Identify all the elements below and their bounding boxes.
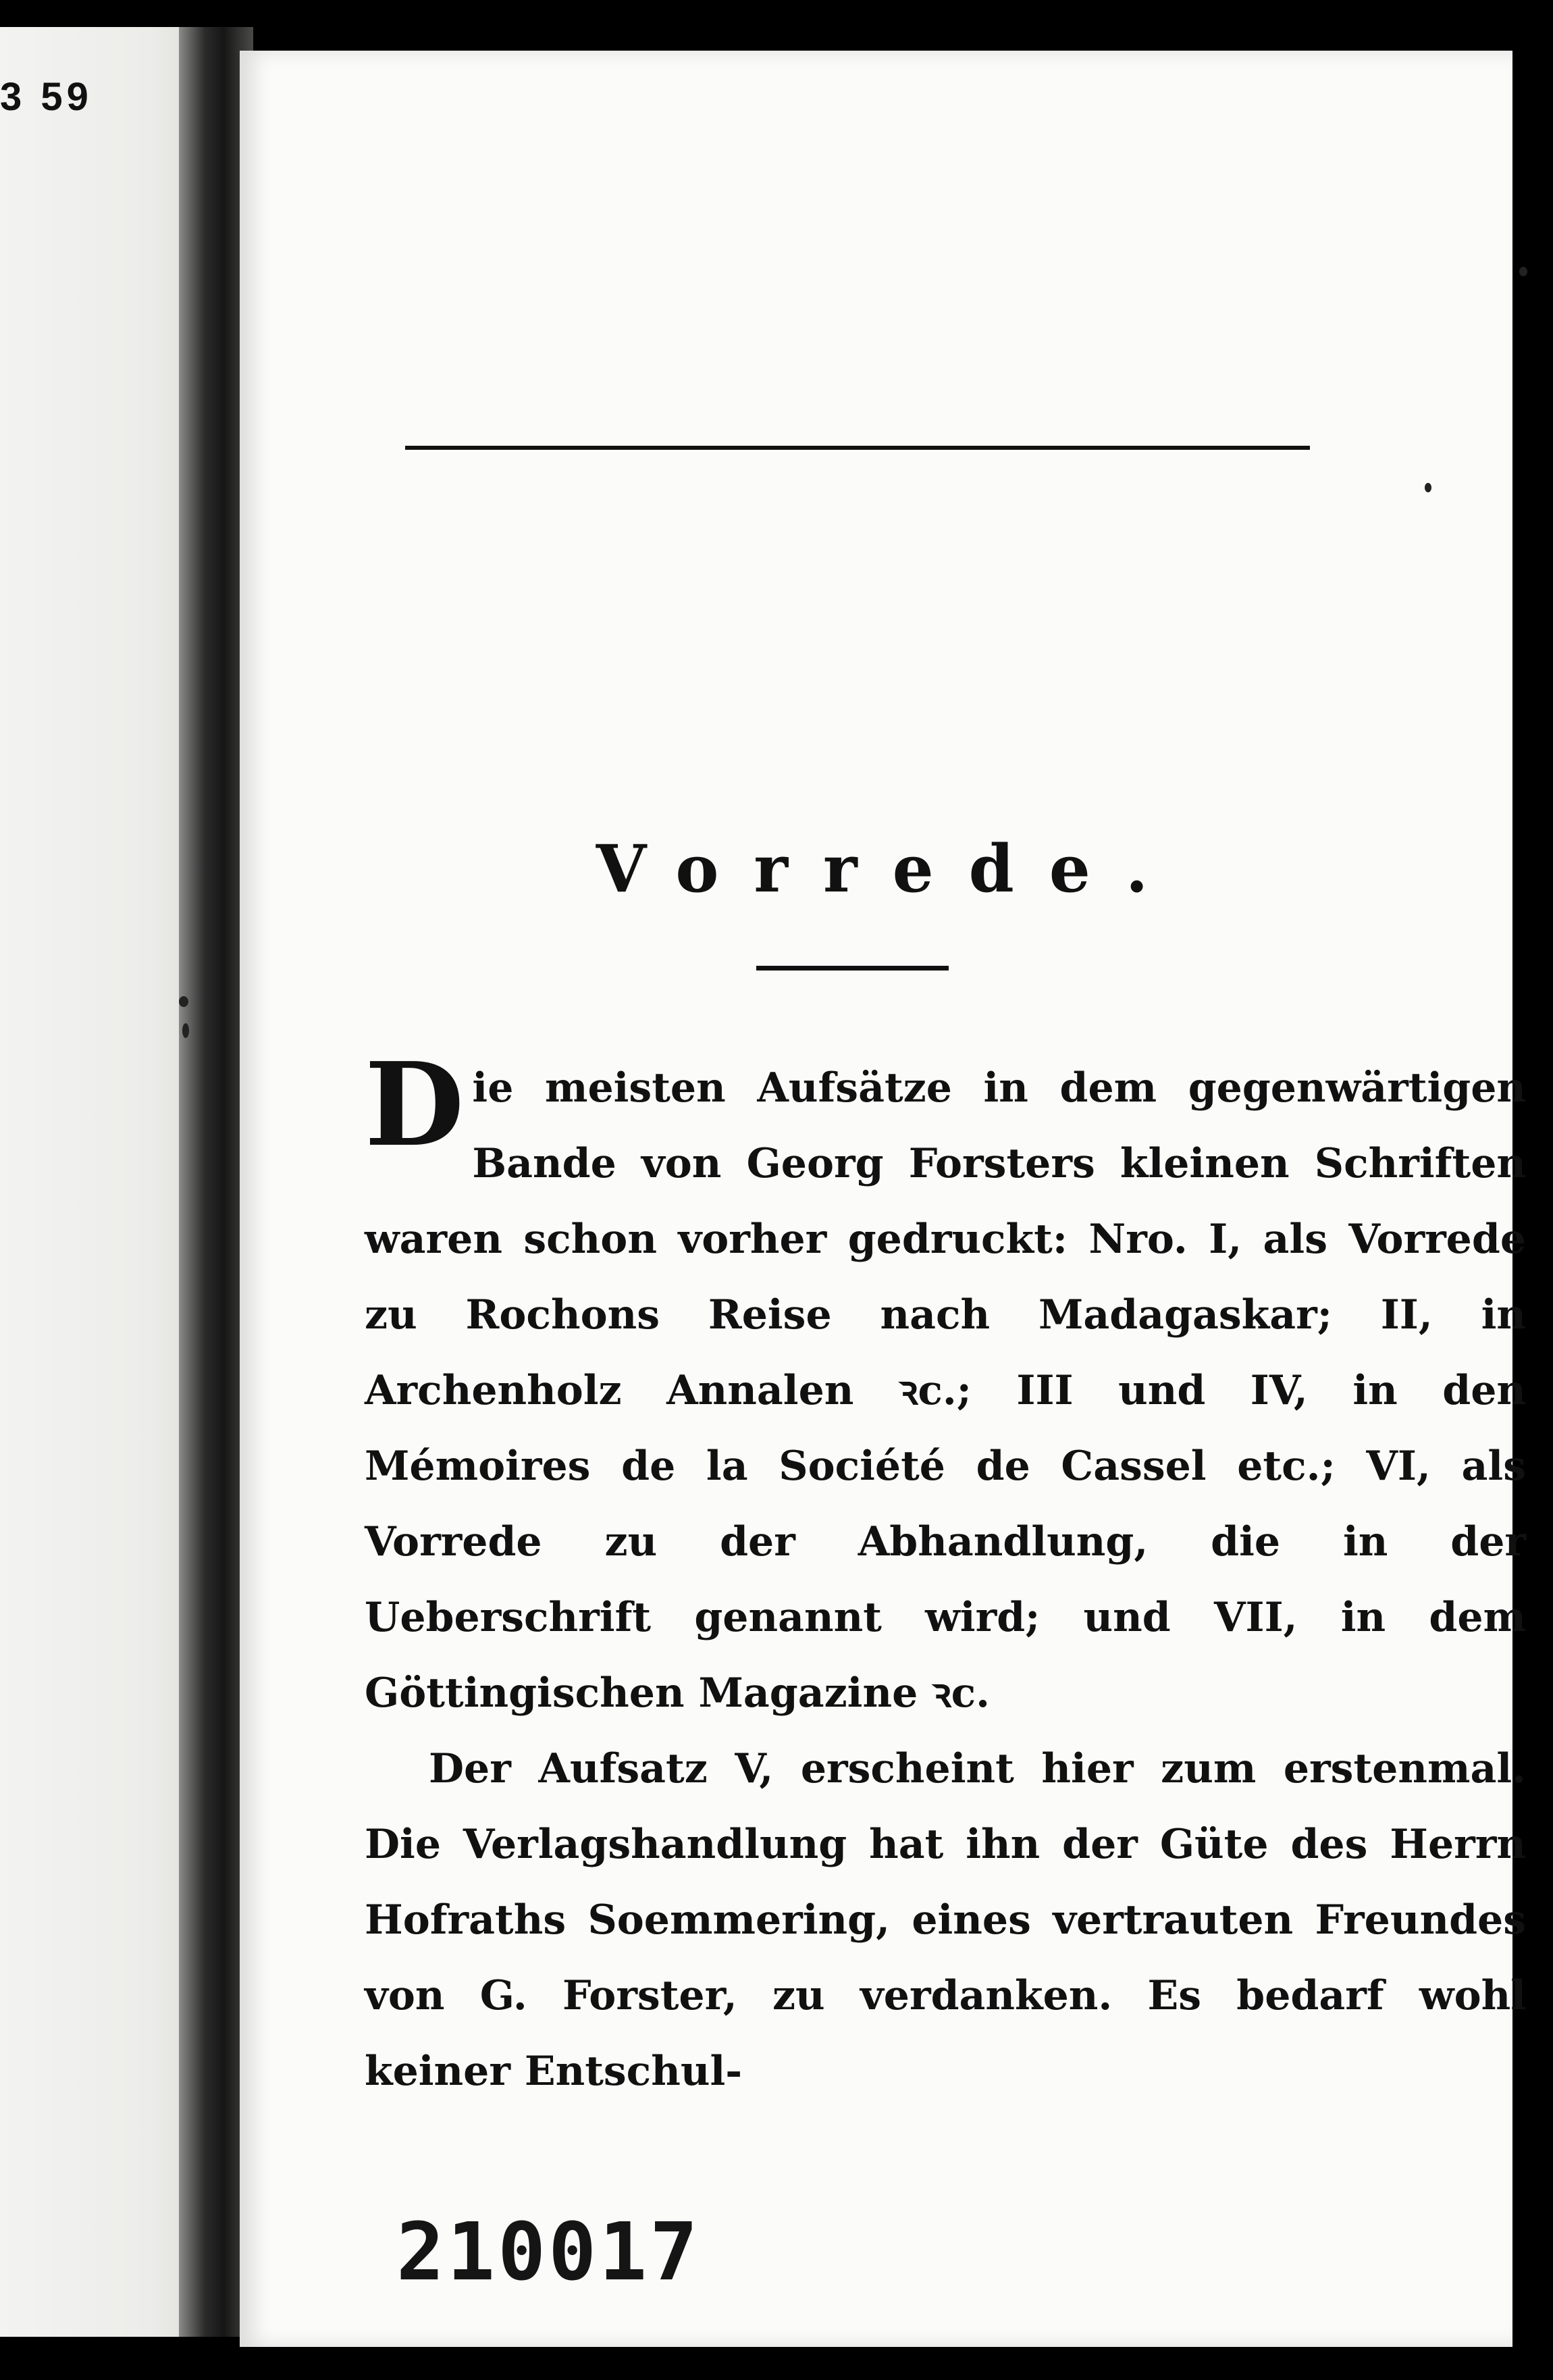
ink-speck	[1519, 267, 1527, 276]
book-page	[240, 51, 1526, 2347]
ink-speck	[179, 996, 188, 1007]
drop-cap: D	[365, 1037, 465, 1172]
body-text	[365, 1037, 1526, 2109]
top-rule	[405, 446, 1310, 450]
chapter-heading: Vorrede.	[596, 831, 1184, 907]
paragraph-1-text: ie meisten Aufsätze in dem gegenwärtigen Bande von Georg Forsters kleinen Schriften waren schon vorher gedruckt: Nro. I, als Vorrede zu Rochons Reise nach Madagaskar; II, in Archenholz Annalen ꝛc.; III und IV, in den Mémoires de la Société de Cassel etc.; VI, als Vorrede zu der Abhandlung, die in der Ueberschrift genannt wird; und VII, in dem Göttingischen Magazine ꝛc.	[365, 1064, 1526, 1717]
paragraph-2: Der Aufsatz V, erscheint hier zum erstenmal. Die Verlagshandlung hat ihn der Güte des Herrn Hofraths Soemmering, eines vertrauten Freundes von G. Forster, zu verdanken. Es bedarf wohl keiner Entschul-	[365, 1745, 1526, 2095]
shelfmark-label: 3 59	[0, 75, 93, 119]
ink-speck	[1425, 483, 1431, 492]
inventory-stamp: 210017	[396, 2205, 701, 2298]
paragraph-1	[365, 1037, 1526, 1731]
heading-underline	[756, 966, 949, 971]
ink-speck	[182, 1023, 189, 1038]
